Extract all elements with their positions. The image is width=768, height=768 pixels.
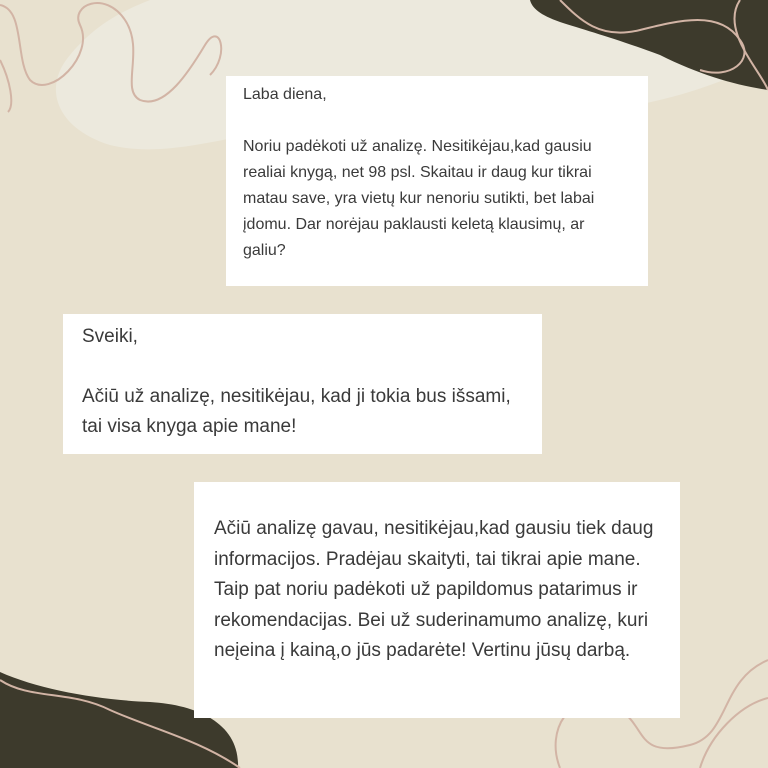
message-card-2 (63, 314, 542, 454)
message-card-1 (226, 76, 648, 286)
message-body: Noriu padėkoti už analizę. Nesitikėjau,kad gausiu realiai knygą, net 98 psl. Skaitau ir daug kur tikrai matau save, yra vietų kur nenoriu sutikti, bet labai įdomu. Dar norėjau paklausti keletą klausimų, ar galiu? (243, 138, 595, 259)
squiggle-top-left-edge (0, 60, 11, 112)
message-card-3 (194, 482, 680, 718)
message-body: Ačiū už analizę, nesitikėjau, kad ji tokia bus išsami, tai visa knyga apie mane! (82, 386, 511, 437)
message-greeting: Sveiki, (82, 326, 138, 347)
message-greeting: Laba diena, (243, 86, 327, 103)
message-body: Ačiū analizę gavau, nesitikėjau,kad gausiu tiek daug informacijos. Pradėjau skaityti, tai tikrai apie mane. Taip pat noriu padėkoti už papildomus patarimus ir rekomendacijas. Bei už suderinamumo analizę, kuri neįeina į kainą,o jūs padarėte! Vertinu jūsų darbą. (214, 518, 654, 661)
